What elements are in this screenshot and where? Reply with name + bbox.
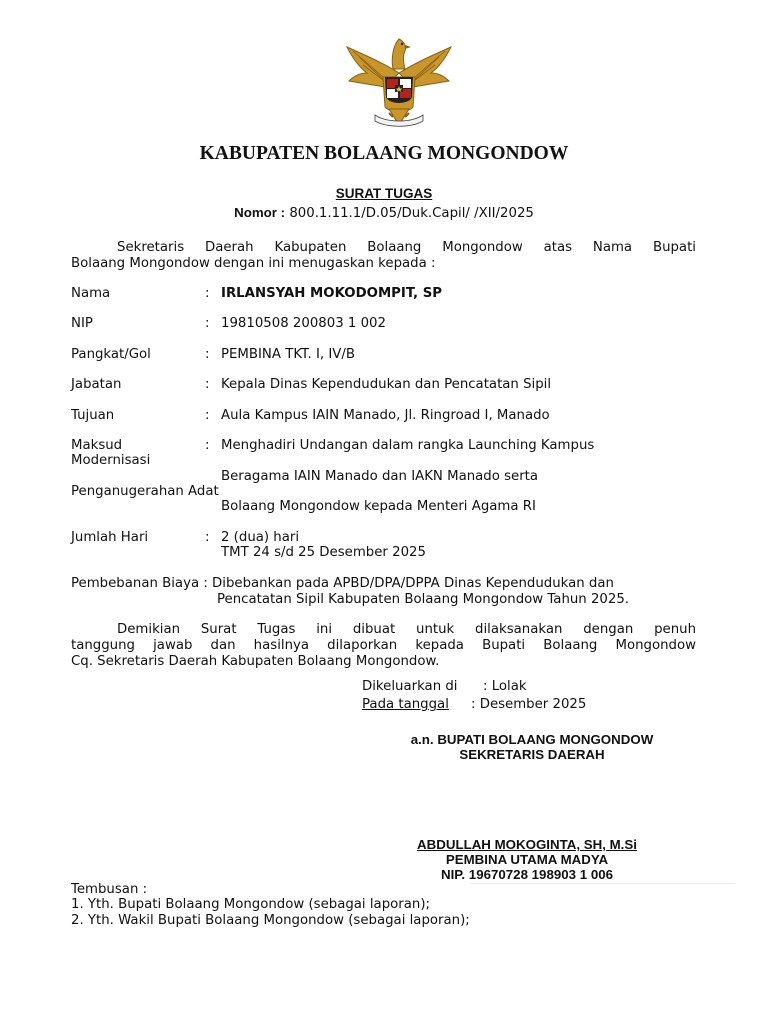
pangkat-value: PEMBINA TKT. I, IV/B <box>221 347 356 362</box>
pangkat-colon: : <box>205 347 210 362</box>
pembebanan-line-1: Pembebanan Biaya : Dibebankan pada APBD/DPA/DPPA Dinas Kependudukan dan <box>71 576 614 591</box>
nama-colon: : <box>205 286 210 301</box>
tujuan-label: Tujuan <box>71 408 115 423</box>
letter-number-label: Nomor : <box>234 205 286 220</box>
signatory-rank: PEMBINA UTAMA MADYA <box>445 852 609 867</box>
nip-colon: : <box>205 316 210 331</box>
jumlah-hari-colon: : <box>205 530 210 545</box>
nama-value: IRLANSYAH MOKODOMPIT, SP <box>221 286 443 301</box>
closing-line-1: Demikian Surat Tugas ini dibuat untuk dilaksanakan dengan penuh <box>117 622 696 637</box>
jumlah-hari-line-1: 2 (dua) hari <box>221 530 300 545</box>
letter-type: SURAT TUGAS <box>335 186 433 201</box>
issued-date-row <box>362 697 648 712</box>
maksud-colon: : <box>205 438 210 453</box>
issued-date-label: Pada tanggal <box>362 697 449 712</box>
tujuan-value: Aula Kampus IAIN Manado, Jl. Ringroad I, Manado <box>221 408 550 423</box>
nama-label: Nama <box>71 286 111 301</box>
signatory-nip: NIP. 19670728 198903 1 006 <box>440 867 614 882</box>
pembebanan-line-2: Pencatatan Sipil Kabupaten Bolaang Mongondow Tahun 2025. <box>217 592 630 607</box>
maksud-wrap-1: Modernisasi <box>71 453 151 468</box>
signatory-line-1: a.n. BUPATI BOLAANG MONGONDOW <box>410 732 654 747</box>
tujuan-colon: : <box>205 408 210 423</box>
letter-number <box>0 205 768 221</box>
tembusan-item: 2. Yth. Wakil Bupati Bolaang Mongondow (sebagai laporan); <box>71 913 470 928</box>
nip-label: NIP <box>71 316 93 331</box>
tembusan-item: 1. Yth. Bupati Bolaang Mongondow (sebagai laporan); <box>71 897 430 912</box>
jabatan-value: Kepala Dinas Kependudukan dan Pencatatan Sipil <box>221 377 552 392</box>
maksud-line-1: Menghadiri Undangan dalam rangka Launching Kampus <box>221 438 595 453</box>
issued-place-value: : Lolak <box>483 679 527 694</box>
jabatan-label: Jabatan <box>71 377 122 392</box>
intro-line-1: Sekretaris Daerah Kabupaten Bolaang Mongondow atas Nama Bupati <box>117 240 696 255</box>
jumlah-hari-label: Jumlah Hari <box>71 530 149 545</box>
maksud-line-2: Beragama IAIN Manado dan IAKN Manado serta <box>221 469 539 484</box>
jumlah-hari-line-2: TMT 24 s/d 25 Desember 2025 <box>221 545 426 560</box>
jabatan-colon: : <box>205 377 210 392</box>
garuda-emblem-icon <box>343 33 455 129</box>
intro-line-2: Bolaang Mongondow dengan ini menugaskan kepada : <box>71 256 436 271</box>
divider <box>470 883 735 884</box>
maksud-wrap-2: Penganugerahan Adat <box>71 484 219 499</box>
nip-value: 19810508 200803 1 002 <box>221 316 386 331</box>
closing-line-2: tanggung jawab dan hasilnya dilaporkan kepada Bupati Bolaang Mongondow <box>71 638 696 653</box>
maksud-label: Maksud <box>71 438 123 453</box>
issued-place-label: Dikeluarkan di <box>362 679 458 694</box>
regency-title: KABUPATEN BOLAANG MONGONDOW <box>199 143 569 164</box>
pangkat-label: Pangkat/Gol <box>71 347 151 362</box>
letter-number-value: 800.1.11.1/D.05/Duk.Capil/ /XII/2025 <box>289 206 534 221</box>
issued-date-value: : Desember 2025 <box>471 697 587 712</box>
signatory-line-2: SEKRETARIS DAERAH <box>459 747 605 762</box>
closing-line-3: Cq. Sekretaris Daerah Kabupaten Bolaang Mongondow. <box>71 654 440 669</box>
tembusan-title: Tembusan : <box>71 882 148 897</box>
signatory-name: ABDULLAH MOKOGINTA, SH, M.Si <box>417 837 637 852</box>
maksud-line-3: Bolaang Mongondow kepada Menteri Agama RI <box>221 499 536 514</box>
